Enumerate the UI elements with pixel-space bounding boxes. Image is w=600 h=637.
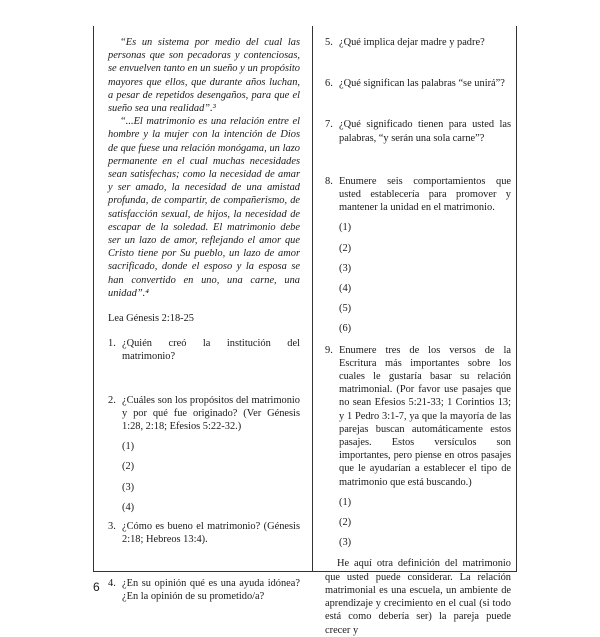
answer-line-1: (1) (122, 441, 135, 453)
question-5 (325, 36, 511, 49)
column-divider (312, 26, 313, 572)
question-number: 9. (325, 344, 333, 356)
answer-line-1: (1) (339, 222, 352, 234)
question-text: ¿Cuáles son los propósitos del matrimonio y por qué fue originado? (Ver Génesis 1:28, 2:18; Efesios 5:22-32.) (122, 394, 300, 433)
quote-definition-1: “Es un sistema por medio del cual las personas que son pecadoras y contenciosas, se envuelven tanto en un sueño y un propósito mayores que ellos, que durante años luchan, a pesar de repetidos desengaños, para que el sueño sea una realidad”.³ (108, 37, 300, 115)
answer-line-2: (2) (339, 242, 352, 254)
question-text: ¿Quién creó la institución del matrimonio? (122, 338, 300, 363)
reading-assignment: Lea Génesis 2:18-25 (108, 313, 194, 325)
question-text: Enumere tres de los versos de la Escritura más importantes sobre los cuales le gustaría basar su relación matrimonial. (Por favor use pasajes que no sean Efesios 5:21-33; 1 Corintios 13; y 1 Pedro 3:1-7, ya que la mayoría de las parejas buscan automáticamente estos pasajes. Estos versículos son importantes, pero piense en otros pasajes que le ayudarían a establecer el tipo de matrimonio que está buscando.) (339, 344, 511, 488)
answer-line-2: (2) (339, 517, 352, 529)
answer-line-4: (4) (122, 501, 135, 513)
question-number: 7. (325, 119, 333, 131)
answer-line-1: (1) (339, 496, 352, 508)
answer-line-4: (4) (339, 283, 352, 295)
question-3 (108, 520, 300, 546)
quote-definition-2: “...El matrimonio es una relación entre el hombre y la mujer con la intención de Dios de que fuese una relación monógama, un lazo permanente en el cual muchas necesidades sean satisfechas; como la necesidad de amar y ser amado, la necesidad de una amistad profunda, de compartir, de compañerismo, de satisfacción sexual, de hijos, la necesidad de escapar de la soledad. El matrimonio debe ser un lazo de amor, reflejando el amor que Cristo tiene por Su pueblo, un lazo de amor sacrificado, donde el esposo y la esposa se han convertido en uno, una carne, una unidad”.⁴ (108, 116, 300, 299)
question-text: Enumere seis comportamientos que usted establecería para promover y mantener la unidad en el matrimonio. (339, 175, 511, 214)
question-1 (108, 337, 300, 363)
question-4 (108, 577, 300, 603)
question-text: ¿En su opinión qué es una ayuda idónea? ¿En la opinión de su prometido/a? (122, 577, 300, 602)
question-9 (325, 344, 511, 489)
question-text: ¿Qué significan las palabras “se unirá”? (339, 78, 505, 90)
question-number: 5. (325, 37, 333, 48)
question-number: 4. (108, 577, 116, 589)
answer-line-2: (2) (122, 461, 135, 473)
question-number: 2. (108, 394, 116, 406)
question-text: ¿Qué implica dejar madre y padre? (339, 37, 485, 48)
question-text: ¿Cómo es bueno el matrimonio? (Génesis 2:18; Hebreos 13:4). (122, 521, 300, 546)
question-number: 8. (325, 175, 333, 187)
answer-line-3: (3) (339, 537, 352, 549)
question-8 (325, 175, 511, 215)
closing-paragraph: He aquí otra definición del matrimonio que usted puede considerar. La relación matrimonial es una escuela, un ambiente de aprendizaje y crecimiento en el cual (si todo está como debería ser) la pareja puede crecer y (325, 558, 511, 636)
question-number: 1. (108, 338, 116, 350)
right-column (325, 36, 511, 637)
question-text: ¿Qué significado tienen para usted las palabras, “y serán una sola carne”? (339, 119, 511, 144)
question-number: 6. (325, 78, 333, 90)
left-column (108, 36, 300, 603)
answer-line-3: (3) (122, 481, 135, 493)
answer-line-3: (3) (339, 262, 352, 274)
answer-line-5: (5) (339, 303, 352, 315)
question-2 (108, 394, 300, 434)
question-6 (325, 77, 511, 90)
question-number: 3. (108, 521, 116, 533)
page-number: 6 (93, 580, 100, 594)
answer-line-6: (6) (339, 323, 352, 335)
question-7 (325, 118, 511, 144)
